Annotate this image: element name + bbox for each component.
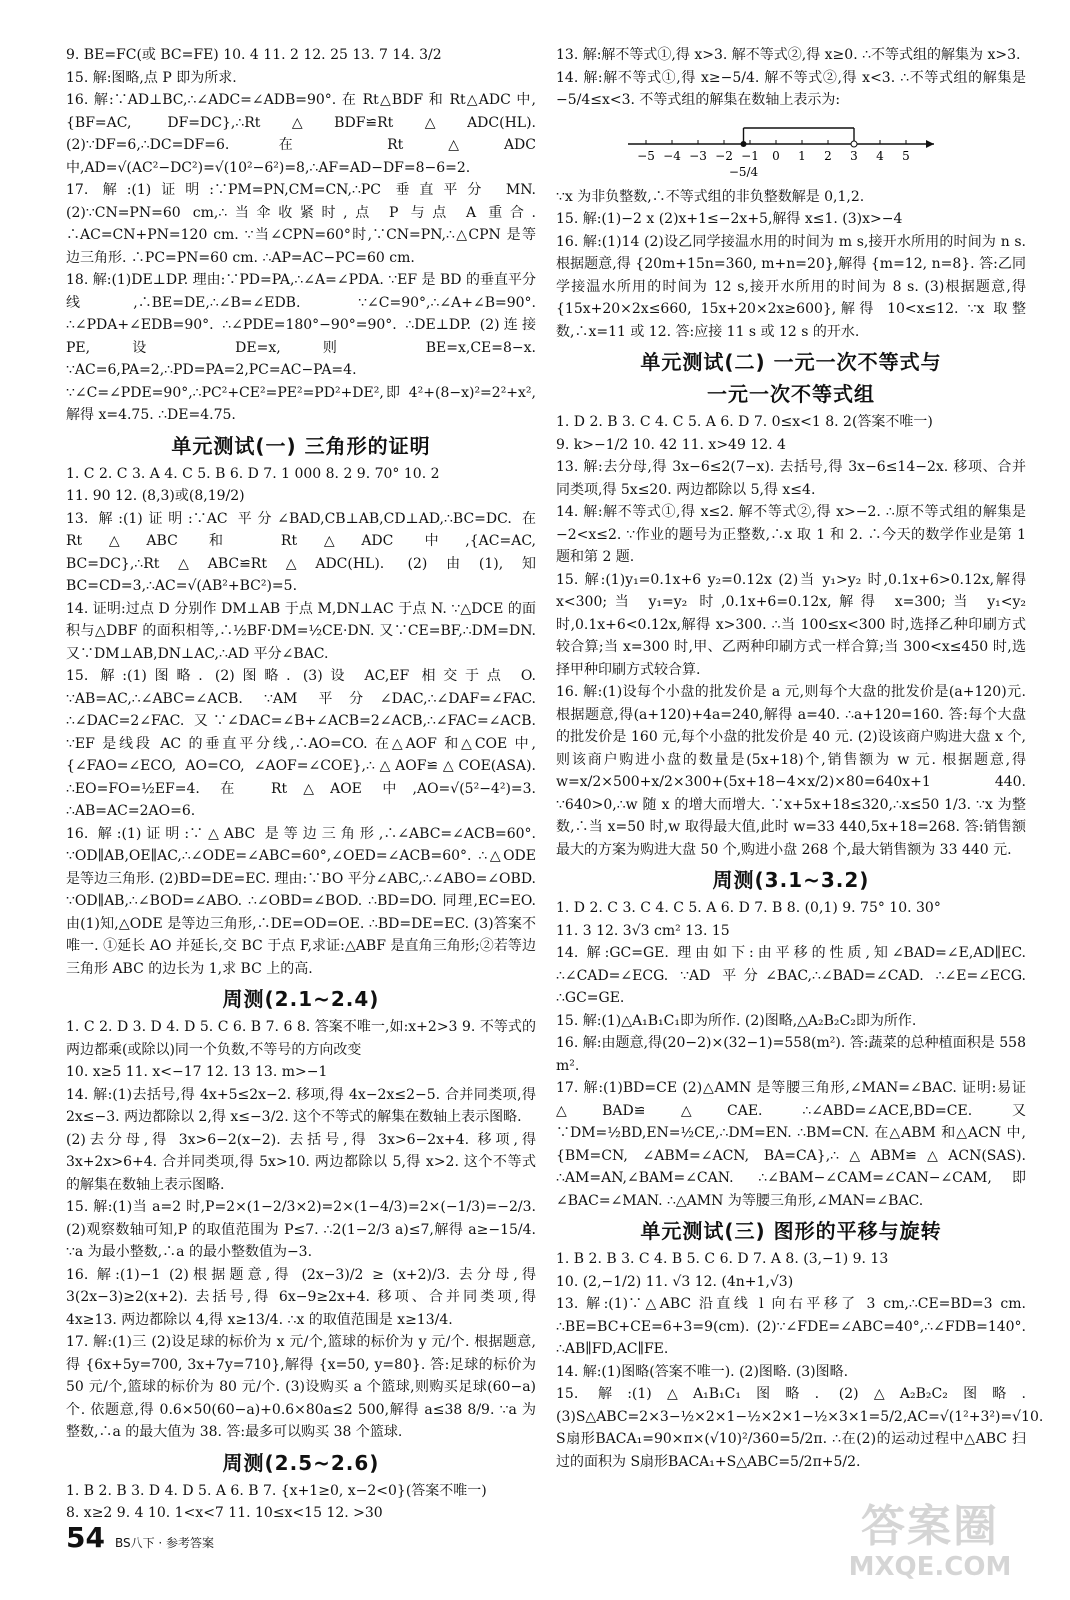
answer-paragraph: 15. 解:(1)图略. (2)图略. (3)设 AC,EF 相交于点 O. ∵AB=AC,∴∠ABC=∠ACB. ∵AM 平分∠DAC,∴∠DAF=∠FAC. ∴∠DAC=2∠FAC. 又∵∠DAC=∠B+∠ACB=2∠ACB,∴∠FAC=∠ACB. ∵EF 是线段 AC 的垂直平分线,∴AO=CO. 在△AOF 和△COE 中,{∠FAO=∠ECO, AO=CO, ∠AOF=∠COE},∴△AOF≌△COE(ASA). ∴EO=FO=½EF=4. 在 Rt△AOE 中,AO=√(5²−4²)=3. ∴AB=AC=2AO=6. bbox=[66, 668, 536, 819]
number-line-label: 1 bbox=[798, 148, 806, 163]
number-line-label: 2 bbox=[824, 148, 832, 163]
answer-paragraph: 8. x≥2 9. 4 10. 1<x<7 11. 10≤x<15 12. >30 bbox=[66, 1505, 383, 1521]
answer-paragraph: 11. 3 12. 3√3 cm² 13. 15 bbox=[556, 922, 730, 939]
answer-paragraph: 14. 证明:过点 D 分别作 DM⊥AB 于点 M,DN⊥AC 于点 N. ∵△DCE 的面积与△DBF 的面积相等,∴½BF·DM=½CE·DN. 又∵CE=BF,∴DM=DN. 又∵DM⊥AB,DN⊥AC,∴AD 平分∠BAC. bbox=[66, 600, 536, 662]
answer-paragraph: 16. 解:∵AD⊥BC,∴∠ADC=∠ADB=90°. 在 Rt△BDF 和 Rt△ADC 中,{BF=AC, DF=DC},∴Rt△BDF≌Rt△ADC(HL). (2)∵DF=6,∴DC=DF=6. 在 Rt△ADC 中,AD=√(AC²−DC²)=√(10²−6²)=8,∴AF=AD−DF=8−6=2. bbox=[66, 92, 536, 176]
section-heading: 单元测试(二) 一元一次不等式与 bbox=[640, 350, 942, 374]
answer-paragraph: 1. D 2. C 3. C 4. C 5. A 6. D 7. B 8. (0,1) 9. 75° 10. 30° bbox=[556, 900, 941, 916]
answer-paragraph: 13. 解:解不等式①,得 x>3. 解不等式②,得 x≥0. ∴不等式组的解集为 x>3. bbox=[556, 47, 1021, 63]
section-heading: 一元一次不等式组 bbox=[707, 382, 875, 406]
answer-paragraph: 16. 解:(1)−1 (2)根据题意,得 (2x−3)/2 ≥ (x+2)/3. 去分母,得 3(2x−3)≥2(x+2). 去括号,得 6x−9≥2x+4. 移项、合并同类项,得 4x≥13. 两边都除以 4,得 x≥13/4. ∴x 的取值范围是 x≥13/4. bbox=[66, 1266, 536, 1328]
answer-paragraph: 13. 解:(1)证明:∵AC 平分∠BAD,CB⊥AB,CD⊥AD,∴BC=DC. 在 Rt△ABC 和 Rt△ADC 中,{AC=AC, BC=DC},∴Rt△ABC≌Rt△ADC(HL). (2)由(1),知 BC=CD=3,∴AC=√(AB²+BC²)=5. bbox=[66, 510, 536, 594]
number-line-label: −5 bbox=[637, 148, 655, 163]
answer-paragraph: 16. 解:(1)14 (2)设乙同学接温水用的时间为 m s,接开水所用的时间为 n s. 根据题意,得 {20m+15n=360, m+n=20},解得 {m=12, n=8}. 答:乙同学接温水所用的时间为 12 s,接开水所用的时间为 8 s. (3)根据题意,得 {15x+20×2x≤660, 15x+20×2x≥600},解得 10<x≤12. ∵x 取整数,∴x=11 或 12. 答:应接 11 s 或 12 s 的开水. bbox=[556, 233, 1026, 340]
answer-paragraph: 13. 解:去分母,得 3x−6≤2(7−x). 去括号,得 3x−6≤14−2x. 移项、合并同类项,得 5x≤20. 两边都除以 5,得 x≤4. bbox=[556, 459, 1026, 498]
number-line-label: −4 bbox=[663, 148, 681, 163]
answer-paragraph: 14. 解:(1)去括号,得 4x+5≤2x−2. 移项,得 4x−2x≤2−5. 合并同类项,得 2x≤−3. 两边都除以 2,得 x≤−3/2. 这个不等式的解集在数轴上表示图略. bbox=[66, 1086, 536, 1125]
answer-paragraph: ∵x 为非负整数,∴不等式组的非负整数解是 0,1,2. bbox=[556, 188, 865, 205]
watermark bbox=[830, 1502, 1030, 1592]
section-heading: 周测(2.1~2.4) bbox=[222, 987, 380, 1011]
number-line-label: 5 bbox=[902, 148, 910, 163]
answer-paragraph: (2)去分母,得 3x>6−2(x−2). 去括号,得 3x>6−2x+4. 移项,得 3x+2x>6+4. 合并同类项,得 5x>10. 两边都除以 5,得 x>2. 这个不等式的解集在数轴上表示图略. bbox=[66, 1131, 536, 1193]
answer-paragraph: 15. 解:(1)△A₁B₁C₁图略. (2)△A₂B₂C₂图略. (3)S△ABC=2×3−½×2×1−½×2×1−½×3×1=5/2,AC=√(1²+3²)=√10. S扇形BACA₁=90×π×(√10)²/360=5/2π. ∴在(2)的运动过程中△ABC 扫过的面积为 S扇形BACA₁+S△ABC=5/2π+5/2. bbox=[556, 1386, 1044, 1470]
answer-paragraph: 1. C 2. C 3. A 4. C 5. B 6. D 7. 1 000 8. 2 9. 70° 10. 2 bbox=[66, 465, 440, 482]
answer-paragraph: 17. 解:(1)三 (2)设足球的标价为 x 元/个,篮球的标价为 y 元/个. 根据题意,得 {6x+5y=700, 3x+7y=710},解得 {x=50, y=80}. 答:足球的标价为 50 元/个,篮球的标价为 80 元/个. (3)设购买 a 个篮球,则购买足球(60−a)个. 依题意,得 0.6×50(60−a)+0.6×80a≤2 500,解得 a≤38 8/9. ∵a 为整数,∴a 的最大值为 38. 答:最多可以购买 38 个篮球. bbox=[66, 1334, 536, 1440]
number-line-arrow bbox=[926, 140, 934, 148]
answer-paragraph: 15. 解:(1)−2 x (2)x+1≤−2x+5,解得 x≤1. (3)x>−4 bbox=[556, 211, 903, 227]
answer-paragraph: 14. 解:解不等式①,得 x≤2. 解不等式②,得 x>−2. ∴原不等式组的解集是−2<x≤2. ∵作业的题号为正整数,∴x 取 1 和 2. ∴今天的数学作业是第 1 题和第 2 题. bbox=[556, 504, 1026, 565]
answer-paragraph: 15. 解:(1)当 a=2 时,P=2×(1−2/3×2)=2×(1−4/3)=2×(−1/3)=−2/3. (2)观察数轴可知,P 的取值范围为 P≤7. ∴2(1−2/3 a)≤7,解得 a≥−15/4. ∵a 为最小整数,∴a 的最小整数值为−3. bbox=[66, 1199, 536, 1260]
right-column bbox=[556, 44, 1044, 1473]
answer-paragraph: 15. 解:(1)y₁=0.1x+6 y₂=0.12x (2)当 y₁>y₂ 时,0.1x+6>0.12x,解得 x<300;当 y₁=y₂ 时,0.1x+6=0.12x,解得 x=300;当 y₁<y₂ 时,0.1x+6<0.12x,解得 x>300. ∴当 100≤x<300 时,选择乙种印刷方式较合算;当 x=300 时,甲、乙两种印刷方式一样合算;当 300<x≤450 时,选择甲种印刷方式较合算. bbox=[556, 571, 1026, 678]
section-heading: 周测(3.1~3.2) bbox=[712, 868, 870, 892]
answer-paragraph: 16. 解:由题意,得(20−2)×(32−1)=558(m²). 答:蔬菜的总种植面积是 558 m². bbox=[556, 1035, 1026, 1074]
number-line-label: −2 bbox=[715, 148, 733, 163]
answer-paragraph: 14. 解:(1)图略(答案不唯一). (2)图略. (3)图略. bbox=[556, 1363, 849, 1380]
answer-paragraph: 14. 解:解不等式①,得 x≥−5/4. 解不等式②,得 x<3. ∴不等式组的解集是−5/4≤x<3. 不等式组的解集在数轴上表示为: bbox=[556, 69, 1026, 108]
number-line-mark: −5/4 bbox=[728, 164, 759, 179]
answer-paragraph: 10. x≥5 11. x<−17 12. 13 13. m>−1 bbox=[66, 1064, 328, 1080]
number-line-label: 4 bbox=[876, 148, 884, 163]
number-line-label: −3 bbox=[689, 148, 707, 163]
section-heading: 单元测试(三) 图形的平移与旋转 bbox=[640, 1219, 942, 1243]
answer-paragraph: 15. 解:图略,点 P 即为所求. bbox=[66, 69, 237, 86]
number-line-svg bbox=[556, 122, 976, 180]
answer-paragraph: 1. C 2. D 3. D 4. D 5. C 6. B 7. 6 8. 答案不唯一,如:x+2>3 9. 不等式的两边都乘(或除以)同一个负数,不等号的方向改变 bbox=[66, 1019, 536, 1058]
page-number: 54 bbox=[66, 1521, 105, 1554]
watermark-logo: 答案圈 bbox=[861, 1501, 999, 1552]
page-footer bbox=[66, 1521, 214, 1554]
section-heading: 周测(2.5~2.6) bbox=[222, 1450, 380, 1475]
number-line-label: −1 bbox=[741, 148, 759, 163]
answer-paragraph: 9. BE=FC(或 BC=FE) 10. 4 11. 2 12. 25 13. 7 14. 3/2 bbox=[66, 47, 442, 63]
answer-paragraph: 10. (2,−1/2) 11. √3 12. (4n+1,√3) bbox=[556, 1273, 794, 1290]
answer-paragraph: 13. 解:(1)∵△ABC 沿直线 l 向右平移了 3 cm,∴CE=BD=3 cm. ∴BE=BC+CE=6+3=9(cm). (2)∵∠FDE=∠ABC=40°,∴∠FDB=140°. ∴AB∥FD,AC∥FE. bbox=[556, 1296, 1026, 1357]
answer-paragraph: 16. 解:(1)设每个小盘的批发价是 a 元,则每个大盘的批发价是(a+120)元. 根据题意,得(a+120)+4a=240,解得 a=40. ∴a+120=160. 答:每个大盘的批发价是 160 元,每个小盘的批发价是 40 元. (2)设该商户购进大盘 x 个,则该商户购进小盘的数量是(5x+18)个,销售额为 w 元. 根据题意,得 w=x/2×500+x/2×300+(5x+18−4×x/2)×80=640x+1 440. ∵640>0,∴w 随 x 的增大而增大. ∵x+5x+18≤320,∴x≤50 1/3. ∵x 为整数,∴当 x=50 时,w 取得最大值,此时 w=33 440,5x+18=268. 答:销售额最大的方案为购进大盘 50 个,购进小盘 268 个,最大销售额为 33 440 元. bbox=[556, 684, 1026, 858]
closed-endpoint bbox=[741, 141, 747, 147]
number-line bbox=[556, 122, 1026, 180]
answer-paragraph: 15. 解:(1)△A₁B₁C₁即为所作. (2)图略,△A₂B₂C₂即为所作. bbox=[556, 1012, 917, 1029]
footer-label: BS八下 · 参考答案 bbox=[114, 1536, 215, 1550]
answer-paragraph: 16. 解:(1)证明:∵△ABC 是等边三角形,∴∠ABC=∠ACB=60°. ∵OD∥AB,OE∥AC,∴∠ODE=∠ABC=60°,∠OED=∠ACB=60°. ∴△ODE 是等边三角形. (2)BD=DE=EC. 理由:∵BO 平分∠ABC,∴∠ABO=∠OBD. ∵OD∥AB,∴∠BOD=∠ABO. ∴∠OBD=∠BOD. ∴BD=DO. 同理,EC=EO. 由(1)知,△ODE 是等边三角形,∴DE=OD=OE. ∴BD=DE=EC. (3)答案不唯一. ①延长 AO 并延长,交 BC 于点 F,求证:△ABF 是直角三角形;②若等边三角形 ABC 的边长为 1,求 BC 上的高. bbox=[66, 825, 536, 977]
answer-paragraph: 1. B 2. B 3. D 4. D 5. A 6. B 7. {x+1≥0, x−2<0}(答案不唯一) bbox=[66, 1482, 487, 1499]
answer-paragraph: 9. k>−1/2 10. 42 11. x>49 12. 4 bbox=[556, 436, 786, 453]
answer-paragraph: 17. 解:(1)BD=CE (2)△AMN 是等腰三角形,∠MAN=∠BAC. 证明:易证△BAD≌△CAE. ∴∠ABD=∠ACE,BD=CE. 又∵DM=½BD,EN=½CE,∴DM=EN. ∴BM=CN. 在△ABM 和△ACN 中,{BM=CN, ∠ABM=∠ACN, BA=CA},∴△ABM≌△ACN(SAS). ∴AM=AN,∠BAM=∠CAN. ∴∠BAM−∠CAM=∠CAN−∠CAM,即∠BAC=∠MAN. ∴△AMN 为等腰三角形,∠MAN=∠BAC. bbox=[556, 1080, 1026, 1209]
answer-paragraph: 18. 解:(1)DE⊥DP. 理由:∵PD=PA,∴∠A=∠PDA. ∵EF 是 BD 的垂直平分线,∴BE=DE,∴∠B=∠EDB. ∵∠C=90°,∴∠A+∠B=90°. ∴∠PDA+∠EDB=90°. ∴∠PDE=180°−90°=90°. ∴DE⊥DP. (2)连接 PE,设 DE=x,则 BE=x,CE=8−x. ∵AC=6,PA=2,∴PD=PA=2,PC=AC−PA=4. ∵∠C=∠PDE=90°,∴PC²+CE²=PE²=PD²+DE²,即 4²+(8−x)²=2²+x²,解得 x=4.75. ∴DE=4.75. bbox=[66, 272, 536, 423]
answer-paragraph: 1. D 2. B 3. C 4. C 5. A 6. D 7. 0≤x<1 8. 2(答案不唯一) bbox=[556, 414, 933, 430]
section-heading: 单元测试(一) 三角形的证明 bbox=[171, 433, 431, 458]
answer-paragraph: 1. B 2. B 3. C 4. B 5. C 6. D 7. A 8. (3,−1) 9. 13 bbox=[556, 1251, 889, 1267]
watermark-url: MXQE.COM bbox=[848, 1552, 1012, 1582]
left-column bbox=[66, 44, 536, 1525]
number-line-label: 3 bbox=[850, 148, 858, 163]
open-endpoint bbox=[851, 141, 857, 147]
number-line-label: 0 bbox=[772, 148, 780, 163]
answer-paragraph: 14. 解:GC=GE. 理由如下:由平移的性质,知∠BAD=∠E,AD∥EC. ∴∠CAD=∠ECG. ∵AD 平分∠BAC,∴∠BAD=∠CAD. ∴∠E=∠ECG. ∴GC=GE. bbox=[556, 945, 1026, 1006]
answer-paragraph: 17. 解:(1)证明:∵PM=PN,CM=CN,∴PC 垂直平分 MN. (2)∵CN=PN=60 cm,∴当伞收紧时,点 P 与点 A 重合. ∴AC=CN+PN=120 cm. ∵当∠CPN=60°时,∵CN=PN,∴△CPN 是等边三角形. ∴PC=PN=60 cm. ∴AP=AC−PC=60 cm. bbox=[66, 182, 536, 266]
answer-paragraph: 11. 90 12. (8,3)或(8,19/2) bbox=[66, 488, 245, 504]
